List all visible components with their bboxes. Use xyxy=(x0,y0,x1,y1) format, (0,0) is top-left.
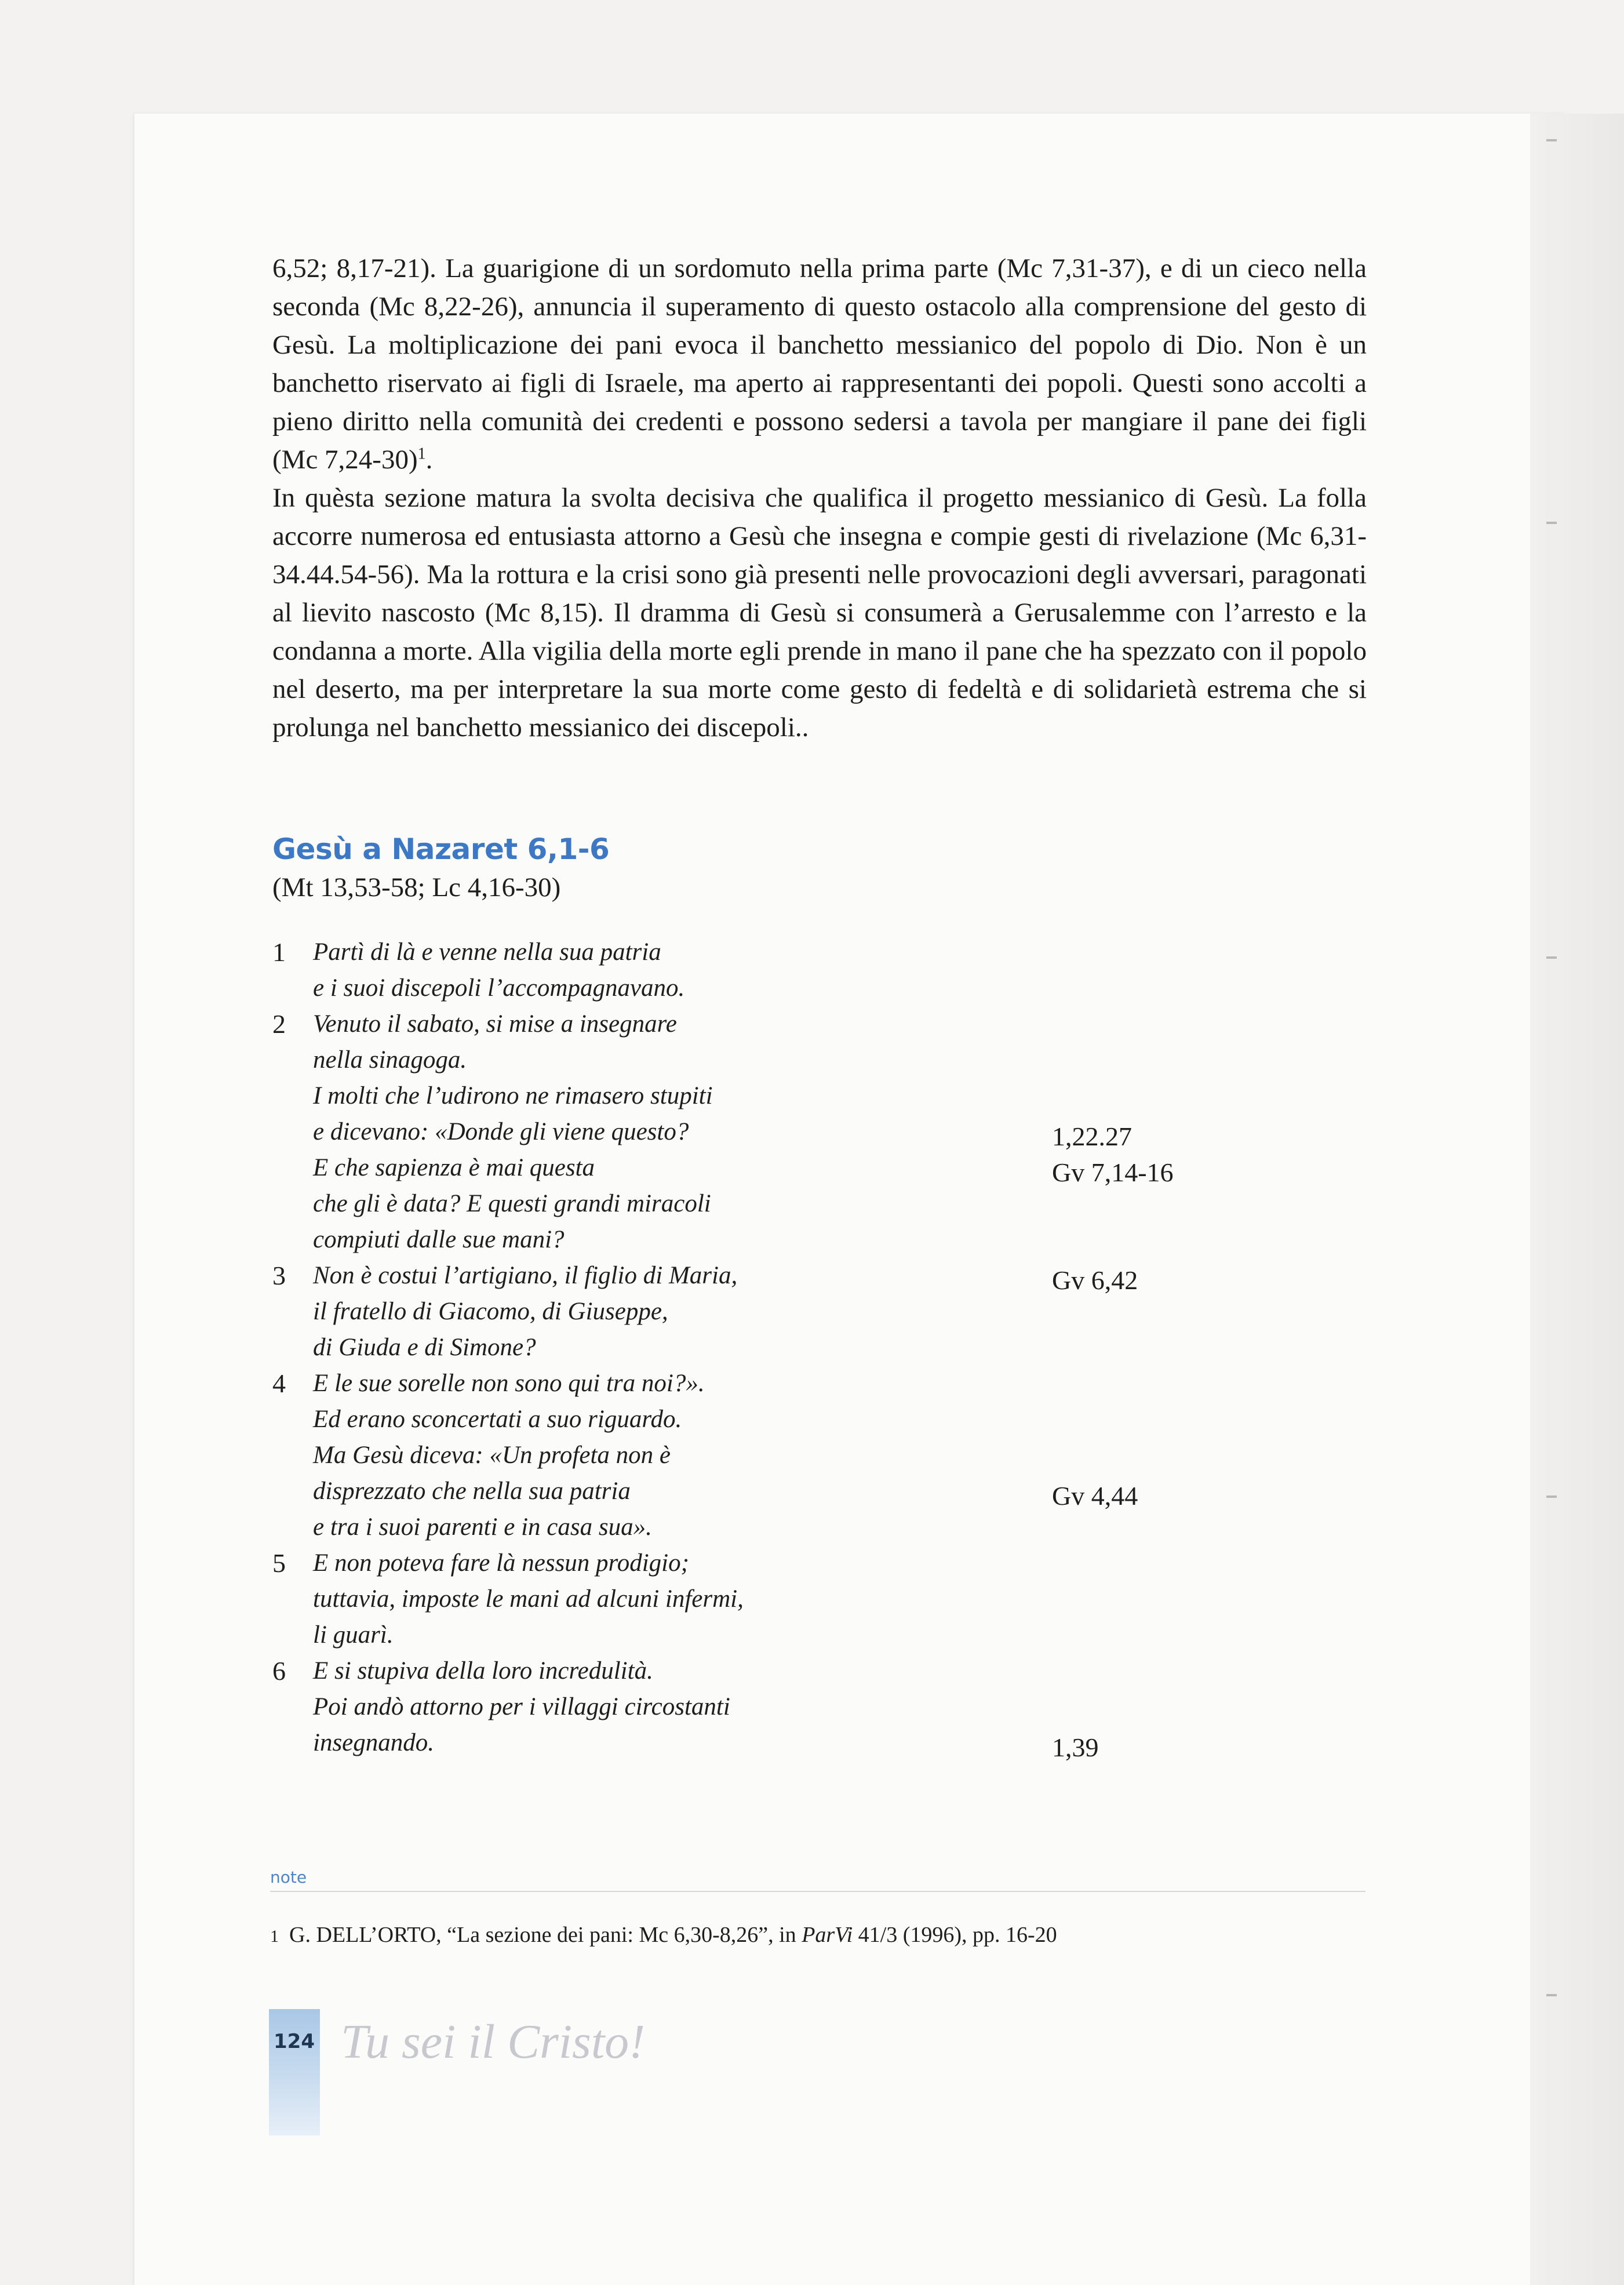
verse-text: Partì di là e venne nella sua patria xyxy=(313,938,661,966)
section-title: Gesù a Nazaret 6,1-6 xyxy=(272,832,610,866)
edge-mark xyxy=(1546,139,1557,141)
verse-text: E le sue sorelle non sono qui tra noi?». xyxy=(313,1370,705,1397)
next-page-edge xyxy=(1530,114,1624,2285)
edge-mark xyxy=(1546,522,1557,524)
notes-divider xyxy=(270,1891,1366,1892)
intro-paragraph-1: 6,52; 8,17-21). La guarigione di un sordomuto nella prima parte (Mc 7,31-37), e di un cieco nella seconda (Mc 8,22-26), annuncia il superamento di questo ostacolo alla comprensione del gesto di Gesù. La moltiplicazione dei pani evoca il banchetto messianico del popolo di Dio. Non è un banchetto riservato ai figli di Israele, ma aperto ai rappresentanti dei popoli. Questi sono accolti a pieno diritto nella comunità dei credenti e possono sedersi a tavola per mangiare il pane dei figli (Mc 7,24-30)$^1$. xyxy=(272,253,1367,475)
verse-line xyxy=(272,1473,1269,1509)
verse-text: Ma Gesù diceva: «Un profeta non è xyxy=(313,1442,671,1469)
verse-text: I molti che l’udirono ne rimasero stupiti xyxy=(313,1082,713,1109)
verse-text: tuttavia, imposte le mani ad alcuni infermi, xyxy=(313,1585,744,1613)
verse-text: e i suoi discepoli l’accompagnavano. xyxy=(313,974,685,1002)
edge-mark xyxy=(1546,956,1557,959)
cross-reference: Gv 6,42 xyxy=(1052,1265,1138,1295)
verse-text: E non poteva fare là nessun prodigio; xyxy=(313,1549,689,1577)
verse-text: Non è costui l’artigiano, il figlio di Maria, xyxy=(313,1262,738,1289)
intro-text xyxy=(272,249,1367,747)
cross-reference: 1,39 xyxy=(1052,1733,1099,1762)
verse-line xyxy=(272,1006,1269,1042)
edge-mark xyxy=(1546,1994,1557,1996)
verse-number: 6 xyxy=(272,1656,286,1686)
verse-text: che gli è data? E questi grandi miracoli xyxy=(313,1190,711,1217)
verse-line xyxy=(272,1509,1269,1545)
verse-number: 3 xyxy=(272,1261,286,1290)
verse-text: insegnando. xyxy=(313,1729,435,1756)
verse-number: 1 xyxy=(272,937,286,967)
verse-line xyxy=(272,1078,1269,1114)
verse-line xyxy=(272,1186,1269,1222)
verse-text: e tra i suoi parenti e in casa sua». xyxy=(313,1513,652,1541)
verse-number: 5 xyxy=(272,1548,286,1578)
verse-text: il fratello di Giacomo, di Giuseppe, xyxy=(313,1298,668,1325)
verse-line xyxy=(272,1689,1269,1725)
verse-line xyxy=(272,1653,1269,1689)
edge-mark xyxy=(1546,1496,1557,1498)
verse-line xyxy=(272,1330,1269,1366)
verse-line xyxy=(272,1581,1269,1617)
footnote-reference[interactable]: 1 xyxy=(417,445,426,463)
verse-line xyxy=(272,1294,1269,1330)
verse-text: li guarì. xyxy=(313,1621,394,1649)
verse-text: E che sapienza è mai questa xyxy=(313,1154,595,1181)
verse-text: disprezzato che nella sua patria xyxy=(313,1478,631,1505)
verse-text: Ed erano sconcertati a suo riguardo. xyxy=(313,1406,682,1433)
section-parallels: (Mt 13,53-58; Lc 4,16-30) xyxy=(272,872,561,903)
verse-text: di Giuda e di Simone? xyxy=(313,1334,536,1361)
journal-title: ParVi xyxy=(802,1923,853,1947)
verse-number: 4 xyxy=(272,1369,286,1398)
verse-line xyxy=(272,1114,1269,1150)
verse-line xyxy=(272,1366,1269,1402)
verse-line xyxy=(272,1725,1269,1761)
verse-text: compiuti dalle sue mani? xyxy=(313,1226,565,1253)
footnote-number: 1 xyxy=(270,1927,279,1946)
intro-paragraph-2: In quèsta sezione matura la svolta decisiva che qualifica il progetto messianico di Gesù. La folla accorre numerosa ed entusiasta attorno a Gesù che insegna e compie gesti di rivelazione (Mc 6,31-34.44.54-56). Ma la rottura e la crisi sono già presenti nelle provocazioni degli avversari, paragonati al lievito nascosto (Mc 8,15). Il dramma di Gesù si consumerà a Gerusalemme con l’arresto e la condanna a morte. Alla vigilia della morte egli prende in mano il pane che ha spezzato con il popolo nel deserto, ma per interpretare la sua morte come gesto di fedeltà e di solidarietà estrema che si prolunga nel banchetto messianico dei discepoli.. xyxy=(272,483,1367,743)
verse-text: nella sinagoga. xyxy=(313,1046,467,1074)
verse-text: E si stupiva della loro incredulità. xyxy=(313,1657,653,1684)
page-number: 124 xyxy=(274,2030,315,2053)
cross-reference: Gv 7,14-16 xyxy=(1052,1158,1174,1187)
cross-reference: 1,22.27 xyxy=(1052,1122,1132,1151)
notes-label: note xyxy=(270,1868,307,1887)
footnote: 1 G. DELL’ORTO, “La sezione dei pani: Mc 6,30-8,26”, in ParVi 41/3 (1996), pp. 16-20 xyxy=(270,1923,1057,1947)
cross-reference: Gv 4,44 xyxy=(1052,1481,1138,1511)
verse-line xyxy=(272,1438,1269,1473)
verse-number: 2 xyxy=(272,1009,286,1039)
verse-line xyxy=(272,1258,1269,1294)
verse-text: Venuto il sabato, si mise a insegnare xyxy=(313,1010,677,1038)
page-number-tab xyxy=(269,2009,320,2135)
verse-line xyxy=(272,1042,1269,1078)
verse-text: Poi andò attorno per i villaggi circostanti xyxy=(313,1693,730,1720)
verse-line xyxy=(272,970,1269,1006)
verse-line xyxy=(272,1617,1269,1653)
verse-list xyxy=(272,934,1269,1761)
verse-line xyxy=(272,934,1269,970)
verse-text: e dicevano: «Donde gli viene questo? xyxy=(313,1118,689,1145)
verse-line xyxy=(272,1222,1269,1258)
verse-line xyxy=(272,1150,1269,1186)
verse-line xyxy=(272,1545,1269,1581)
verse-line xyxy=(272,1402,1269,1438)
running-title: Tu sei il Cristo! xyxy=(341,2015,646,2069)
